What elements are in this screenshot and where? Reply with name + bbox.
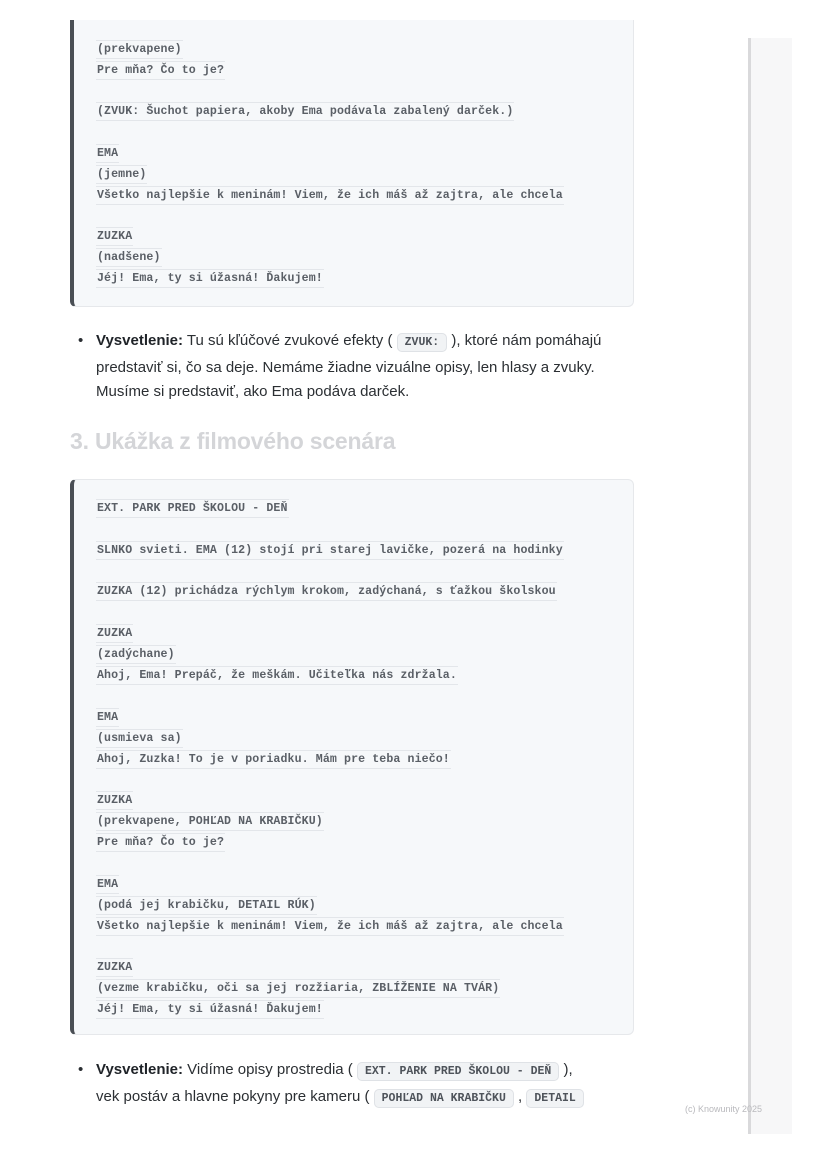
script-line: EMA	[96, 875, 119, 894]
script-line: Ahoj, Zuzka! To je v poriadku. Mám pre teba niečo!	[96, 750, 451, 769]
script-line: Všetko najlepšie k meninám! Viem, že ich máš až zajtra, ale chcela	[96, 186, 564, 205]
script-line: EMA	[96, 708, 119, 727]
script-line: (jemne)	[96, 165, 147, 184]
explanation-text: ), ktoré nám pomáhajú	[447, 332, 602, 349]
bullet-dot: •	[78, 1061, 84, 1078]
separator: ,	[513, 1087, 527, 1105]
explanation-text: Vidíme opisy prostredia (	[183, 1061, 357, 1078]
script-line: Ahoj, Ema! Prepáč, že meškám. Učiteľka nás zdržala.	[96, 666, 458, 685]
copyright-footer: (c) Knowunity 2025	[685, 1104, 763, 1114]
script-line: EXT. PARK PRED ŠKOLOU - DEŇ	[96, 499, 289, 518]
script-line: Jéj! Ema, ty si úžasná! Ďakujem!	[96, 1000, 324, 1019]
script-line: (nadšene)	[96, 248, 162, 267]
radio-script-code-block	[70, 20, 634, 307]
explanation-text-line-2: predstaviť si, čo sa deje. Nemáme žiadne vizuálne opisy, len hlasy a zvuky.	[96, 358, 595, 376]
script-line: EMA	[96, 144, 119, 163]
explanation-text-line-3: Musíme si predstaviť, ako Ema podáva darček.	[96, 383, 410, 400]
inline-code-detail: DETAIL	[526, 1089, 583, 1108]
script-line: Pre mňa? Čo to je?	[96, 833, 225, 852]
script-line: (prekvapene, POHĽAD NA KRABIČKU)	[96, 812, 324, 831]
explanation-label: Vysvetlenie:	[96, 332, 183, 349]
section-heading-film-script: 3. Ukážka z filmového scenára	[70, 428, 396, 454]
explanation-text: ),	[559, 1061, 573, 1078]
film-script-code-block	[70, 479, 634, 1035]
script-line: (prekvapene)	[96, 40, 183, 59]
script-line: Pre mňa? Čo to je?	[96, 61, 225, 80]
script-line: (podá jej krabičku, DETAIL RÚK)	[96, 896, 317, 915]
script-line: Jéj! Ema, ty si úžasná! Ďakujem!	[96, 269, 324, 288]
script-line: (ZVUK: Šuchot papiera, akoby Ema podávala zabalený darček.)	[96, 102, 514, 121]
right-side-panel	[748, 38, 792, 1134]
script-line: ZUZKA	[96, 227, 133, 246]
script-line: (vezme krabičku, oči sa jej rozžiaria, ZBLÍŽENIE NA TVÁR)	[96, 979, 500, 998]
script-line: ZUZKA	[96, 958, 133, 977]
script-line: ZUZKA (12) prichádza rýchlym krokom, zadýchaná, s ťažkou školskou	[96, 582, 557, 601]
inline-code-zvuk: ZVUK:	[397, 333, 448, 352]
script-line: ZUZKA	[96, 624, 133, 643]
explanation-text: Tu sú kľúčové zvukové efekty (	[183, 332, 397, 349]
inline-code-location: EXT. PARK PRED ŠKOLOU - DEŇ	[357, 1062, 559, 1081]
script-line: (usmieva sa)	[96, 729, 183, 748]
explanation-label: Vysvetlenie:	[96, 1061, 183, 1078]
bullet-dot: •	[78, 332, 84, 349]
script-line: ZUZKA	[96, 791, 133, 810]
script-line: Všetko najlepšie k meninám! Viem, že ich máš až zajtra, ale chcela	[96, 917, 564, 936]
script-line: (zadýchane)	[96, 645, 176, 664]
explanation-text: vek postáv a hlavne pokyny pre kameru (	[96, 1087, 374, 1105]
inline-code-camera-view: POHĽAD NA KRABIČKU	[374, 1089, 514, 1108]
script-line: SLNKO svieti. EMA (12) stojí pri starej lavičke, pozerá na hodinky	[96, 541, 564, 560]
